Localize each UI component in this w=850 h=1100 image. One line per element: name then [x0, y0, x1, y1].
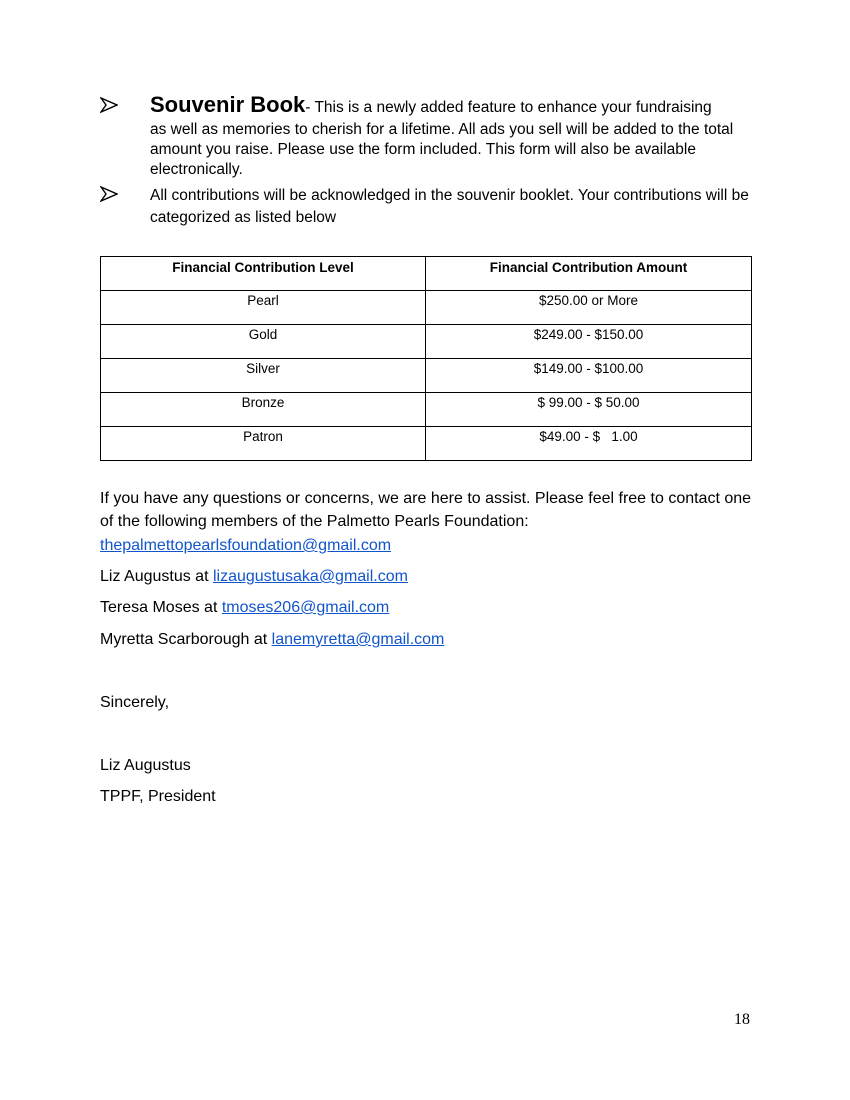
- table-row: [101, 359, 752, 393]
- souvenir-book-description: as well as memories to cherish for a lifetime. All ads you sell will be added to the total amount you raise. Please use the form included. This form will also be available electronically.: [150, 121, 734, 178]
- arrowhead-bullet-icon: [100, 97, 120, 117]
- bullet-contributions: [100, 185, 752, 229]
- foundation-email-line: [100, 535, 391, 557]
- bullet-souvenir-book: [100, 93, 752, 180]
- contact-member-label: Teresa Moses at: [100, 599, 222, 616]
- contact-member-label: Liz Augustus at: [100, 568, 213, 585]
- column-header-amount: Financial Contribution Amount: [426, 257, 752, 291]
- contact-member-myretta: [100, 629, 444, 651]
- teresa-email-link[interactable]: tmoses206@gmail.com: [221, 599, 390, 616]
- amount-cell: $249.00 - $150.00: [426, 325, 752, 359]
- amount-cell: $250.00 or More: [426, 291, 752, 325]
- liz-email-link[interactable]: lizaugustusaka@gmail.com: [212, 568, 408, 585]
- bullet-contributions-text: All contributions will be acknowledged in the souvenir booklet. Your contributions will be categorized as listed below: [150, 187, 749, 226]
- closing-salutation: Sincerely,: [100, 694, 170, 711]
- souvenir-book-lead: - This is a newly added feature to enhance your fundraising: [305, 99, 712, 116]
- signature-title: TPPF, President: [100, 788, 216, 805]
- amount-cell: $ 99.00 - $ 50.00: [426, 393, 752, 427]
- column-header-level: Financial Contribution Level: [101, 257, 426, 291]
- level-cell: Silver: [101, 359, 426, 393]
- foundation-email-link[interactable]: thepalmettopearlsfoundation@gmail.com: [100, 537, 392, 554]
- souvenir-book-heading: Souvenir Book: [150, 92, 306, 117]
- table-row: [101, 427, 752, 461]
- table-row: [101, 393, 752, 427]
- signature-name: Liz Augustus: [100, 757, 191, 774]
- arrowhead-bullet-icon: [100, 186, 120, 206]
- contact-member-teresa: [100, 597, 389, 619]
- bullet-souvenir-book-text: [150, 93, 752, 180]
- table-header-row: [101, 257, 752, 291]
- amount-cell: $49.00 - $ 1.00: [426, 427, 752, 461]
- contact-intro: If you have any questions or concerns, we are here to assist. Please feel free to contact one of the following members of the Palmetto Pearls Foundation:: [100, 490, 752, 530]
- table-row: [101, 325, 752, 359]
- level-cell: Gold: [101, 325, 426, 359]
- level-cell: Pearl: [101, 291, 426, 325]
- amount-cell: $149.00 - $100.00: [426, 359, 752, 393]
- myretta-email-link[interactable]: lanemyretta@gmail.com: [271, 631, 445, 648]
- contact-member-label: Myretta Scarborough at: [100, 631, 272, 648]
- contact-member-liz: [100, 566, 408, 588]
- page-number: 18: [734, 1011, 750, 1028]
- level-cell: Bronze: [101, 393, 426, 427]
- level-cell: Patron: [101, 427, 426, 461]
- table-row: [101, 291, 752, 325]
- contribution-levels-table: [100, 256, 752, 461]
